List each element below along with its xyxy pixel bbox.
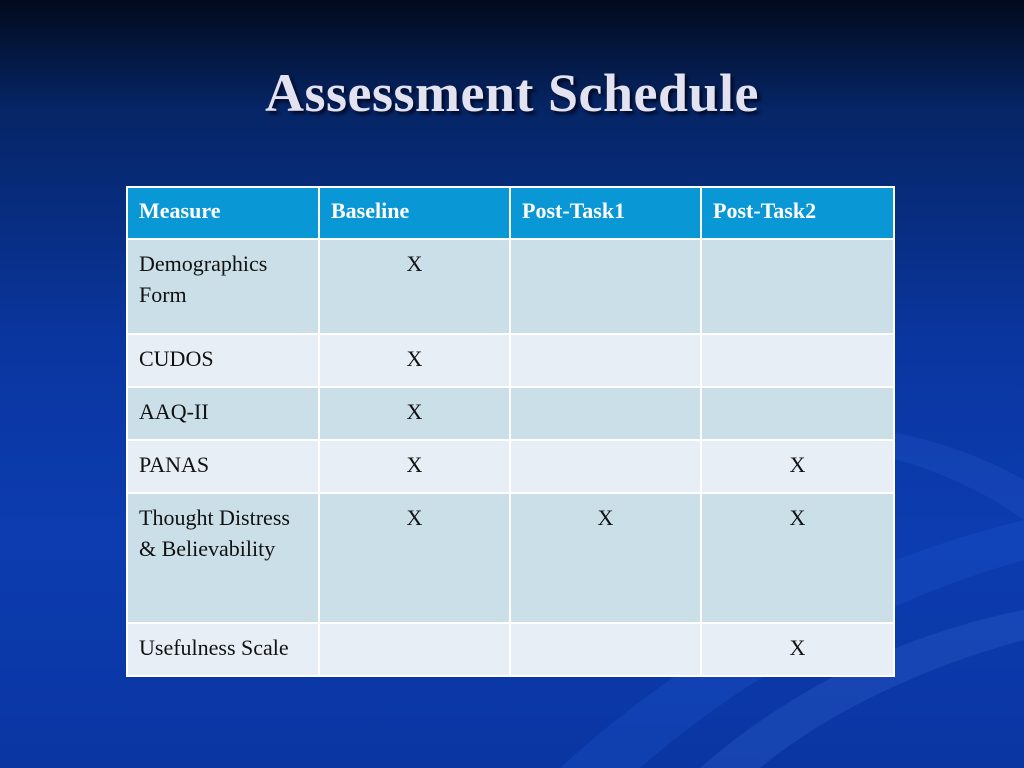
cell-measure: PANAS — [127, 440, 319, 493]
table-row — [127, 440, 894, 493]
cell-baseline: X — [319, 440, 510, 493]
cell-post-task1 — [510, 334, 701, 387]
table-row — [127, 334, 894, 387]
cell-post-task2 — [701, 239, 894, 334]
cell-measure: Thought Distress & Believability — [127, 493, 319, 623]
cell-baseline: X — [319, 239, 510, 334]
cell-measure: Demographics Form — [127, 239, 319, 334]
cell-measure: Usefulness Scale — [127, 623, 319, 676]
table-row — [127, 623, 894, 676]
cell-post-task2 — [701, 334, 894, 387]
cell-baseline — [319, 623, 510, 676]
cell-baseline: X — [319, 334, 510, 387]
cell-measure: CUDOS — [127, 334, 319, 387]
cell-measure: AAQ-II — [127, 387, 319, 440]
cell-post-task2: X — [701, 493, 894, 623]
cell-post-task2 — [701, 387, 894, 440]
cell-post-task1: X — [510, 493, 701, 623]
header-post-task2: Post-Task2 — [701, 187, 894, 239]
header-measure: Measure — [127, 187, 319, 239]
table-row — [127, 387, 894, 440]
assessment-schedule-table — [126, 186, 895, 677]
slide-title: Assessment Schedule — [264, 63, 760, 123]
cell-post-task1 — [510, 623, 701, 676]
assessment-table-container — [126, 186, 893, 677]
table-row — [127, 239, 894, 334]
cell-post-task1 — [510, 239, 701, 334]
cell-baseline: X — [319, 493, 510, 623]
table-header-row — [127, 187, 894, 239]
table-row — [127, 493, 894, 623]
cell-post-task2: X — [701, 623, 894, 676]
cell-post-task2: X — [701, 440, 894, 493]
cell-baseline: X — [319, 387, 510, 440]
cell-post-task1 — [510, 440, 701, 493]
header-baseline: Baseline — [319, 187, 510, 239]
cell-post-task1 — [510, 387, 701, 440]
header-post-task1: Post-Task1 — [510, 187, 701, 239]
